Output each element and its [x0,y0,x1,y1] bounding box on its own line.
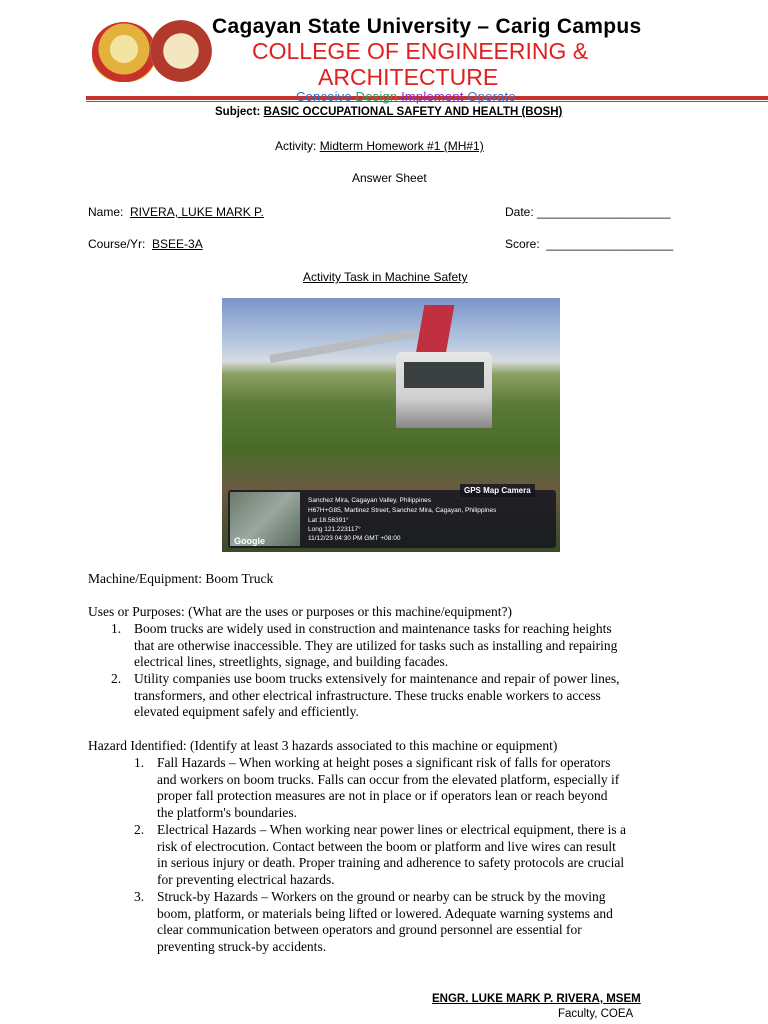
coea-logo [150,20,212,82]
date-line: Date: ____________________ [505,205,671,219]
gps-line-3: Lat 18.56391° [308,517,349,524]
hazard-item-1-num: 1. [134,755,145,770]
hazard-item-1: Fall Hazards – When working at height poses a significant risk of falls for operators and workers on boom trucks. Falls can occur from the elevated platform, especially if proper fall protection measures are not in place or if operators lean or reach beyond the platform's boundaries. [157,755,620,821]
hazard-item-2: Electrical Hazards – When working near power lines or electrical equipment, there is a risk of electrocution. Contact between the boom or platform and live wires can result in serious injury or death. Proper training and adherence to safety protocols are crucial for preventing electrical hazards. [157,822,627,888]
machine-equipment: Machine/Equipment: Boom Truck [88,571,274,586]
college-name-line1: COLLEGE OF ENGINEERING & [252,38,589,64]
hazard-item-2-num: 2. [134,822,145,837]
answer-sheet-title: Answer Sheet [352,171,427,185]
gps-line-5: 11/12/23 04:30 PM GMT +08:00 [308,535,401,542]
activity-line: Activity: Midterm Homework #1 (MH#1) [275,139,484,153]
google-logo: Google [234,536,265,546]
gps-camera-label: GPS Map Camera [460,484,535,497]
hazard-item-3: Struck-by Hazards – Workers on the ground or nearby can be struck by the moving boom, platform, or materials being lifted or lowered. Adequate warning systems and clear communication between operators and ground personnel are essential for preventing struck-by accidents. [157,889,613,955]
uses-item-1-num: 1. [111,621,122,636]
university-name: Cagayan State University – Carig Campus [212,15,642,38]
course-line: Course/Yr: BSEE-3A [88,237,203,251]
college-name-line2: ARCHITECTURE [318,64,499,90]
signatory-name: ENGR. LUKE MARK P. RIVERA, MSEM [432,993,641,1005]
gps-line-4: Long 121.223117° [308,526,361,533]
uses-item-2-num: 2. [111,671,122,686]
csu-logo [92,22,156,82]
score-line: Score: ___________________ [505,237,674,251]
hazard-item-3-num: 3. [134,889,145,904]
name-line: Name: RIVERA, LUKE MARK P. [88,205,264,219]
motto: Conceive Design Implement Operate [296,89,516,104]
subject-line: Subject: BASIC OCCUPATIONAL SAFETY AND HEALTH (BOSH) [215,106,563,118]
gps-line-2: H67H+G85, Martinez Street, Sanchez Mira, Cagayan, Philippines [308,507,497,514]
uses-heading: Uses or Purposes: (What are the uses or purposes or this machine/equipment?) [88,604,513,619]
uses-item-1: Boom trucks are widely used in construction and maintenance tasks for reaching heights that are otherwise inaccessible. They are utilized for tasks such as installing and repairing electrical lines, streetlights, signage, and building facades. [134,621,618,670]
truck-windshield [404,362,484,388]
uses-item-2: Utility companies use boom trucks extensively for maintenance and repair of power lines, transformers, and other electrical infrastructure. These trucks enable workers to access elevated equipment safely and efficiently. [134,671,620,720]
gps-line-1: Sanchez Mira, Cagayan Valley, Philippines [308,497,431,504]
signatory-position: Faculty, COEA [558,1008,634,1020]
activity-task-title: Activity Task in Machine Safety [303,270,468,284]
hazard-heading: Hazard Identified: (Identify at least 3 hazards associated to this machine or equipment) [88,738,558,753]
